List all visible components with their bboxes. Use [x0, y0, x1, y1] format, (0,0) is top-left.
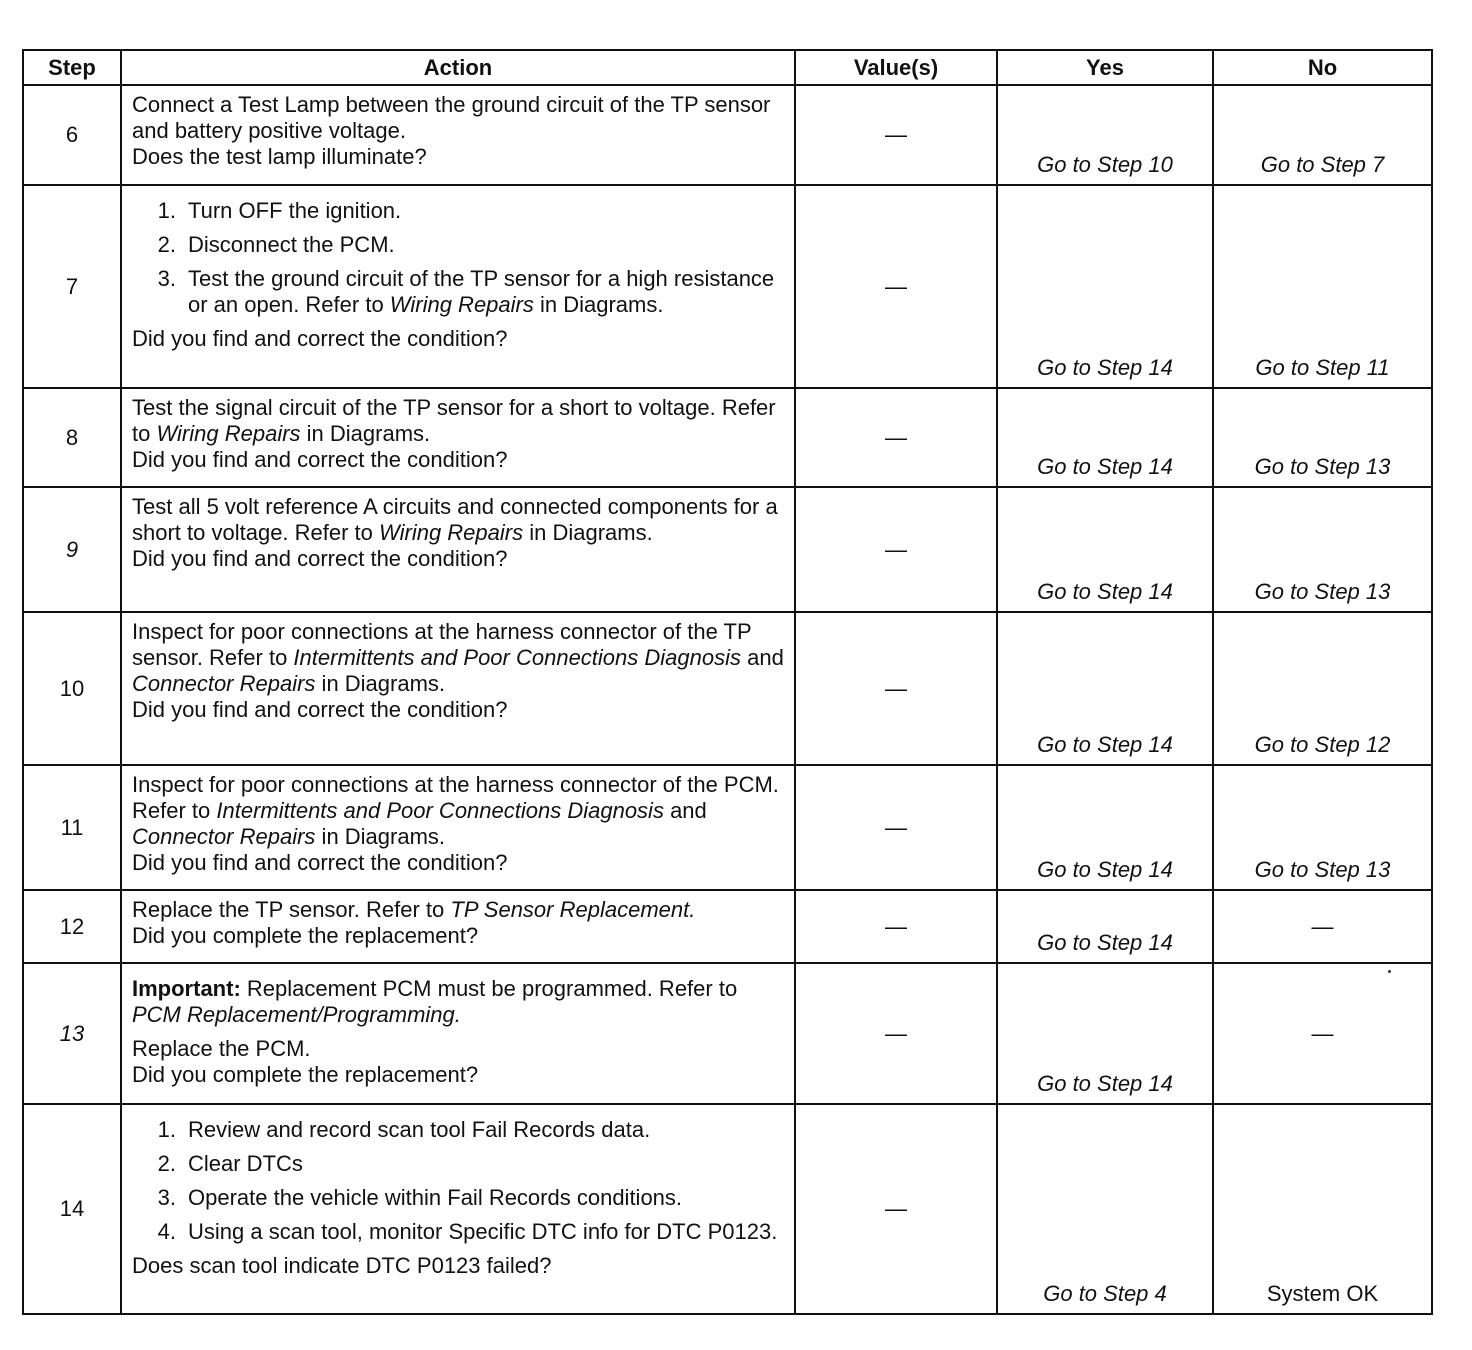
list-text: Clear DTCs [188, 1151, 303, 1176]
list-number: 4. [157, 1219, 176, 1244]
question-text: Does scan tool indicate DTC P0123 failed? [132, 1253, 552, 1278]
question-text: Did you find and correct the condition? [132, 447, 508, 472]
yes-cell: Go to Step 14 [997, 612, 1213, 765]
header-step: Step [23, 50, 121, 85]
reference-link: PCM Replacement/Programming. [132, 1002, 461, 1027]
list-item [132, 1185, 784, 1211]
value-cell: — [795, 388, 997, 487]
table-row [23, 1104, 1432, 1314]
step-number: 7 [23, 185, 121, 388]
yes-cell: Go to Step 14 [997, 185, 1213, 388]
list-item [132, 198, 784, 224]
no-cell: — [1213, 963, 1432, 1104]
list-item [132, 266, 784, 318]
reference-link: Wiring Repairs [156, 421, 301, 446]
diagnostic-table [22, 49, 1433, 1315]
action-text [132, 395, 784, 447]
action-list [132, 1117, 784, 1245]
table-row [23, 185, 1432, 388]
question-text: Did you complete the replacement? [132, 1062, 479, 1087]
value-cell: — [795, 612, 997, 765]
action-cell [121, 963, 795, 1104]
step-number: 6 [23, 85, 121, 185]
no-cell: Go to Step 7 [1213, 85, 1432, 185]
yes-cell: Go to Step 14 [997, 890, 1213, 963]
question-text: Did you find and correct the condition? [132, 546, 508, 571]
question-text: Did you find and correct the condition? [132, 697, 508, 722]
value-cell: — [795, 185, 997, 388]
action-text [132, 619, 784, 697]
reference-link: Connector Repairs [132, 671, 316, 696]
action-text [132, 494, 784, 546]
list-item [132, 1151, 784, 1177]
text-segment: Test the ground circuit of the TP sensor for a high resistance or an open. Refer to [188, 266, 775, 317]
no-cell: — [1213, 890, 1432, 963]
text-segment: in Diagrams. [523, 520, 653, 545]
question-text: Does the test lamp illuminate? [132, 144, 427, 169]
text-segment: Replacement PCM must be programmed. Refer to [240, 976, 738, 1001]
no-cell: Go to Step 13 [1213, 765, 1432, 890]
table-row [23, 388, 1432, 487]
action-text [132, 897, 784, 923]
value-cell: — [795, 1104, 997, 1314]
table-row [23, 963, 1432, 1104]
yes-cell: Go to Step 14 [997, 765, 1213, 890]
list-text: Turn OFF the ignition. [188, 198, 402, 223]
action-cell [121, 487, 795, 612]
scan-speck [1388, 970, 1391, 973]
action-cell [121, 765, 795, 890]
text-segment: Replace the TP sensor. Refer to [132, 897, 451, 922]
list-number: 1. [157, 198, 176, 223]
list-item [132, 1117, 784, 1143]
header-values: Value(s) [795, 50, 997, 85]
header-action: Action [121, 50, 795, 85]
yes-cell: Go to Step 10 [997, 85, 1213, 185]
text-segment: and [663, 798, 707, 823]
reference-link: Intermittents and Poor Connections Diagnosis [293, 645, 741, 670]
action-text: Replace the PCM. [132, 1036, 311, 1061]
question-text: Did you complete the replacement? [132, 923, 479, 948]
header-row [23, 50, 1432, 85]
text-segment: Inspect for poor connections at the harness connector of the PCM. Refer to [132, 772, 779, 823]
reference-link: Connector Repairs [132, 824, 316, 849]
action-list [132, 198, 784, 318]
list-text: Review and record scan tool Fail Records data. [188, 1117, 651, 1142]
list-item [132, 1219, 784, 1245]
action-text [132, 772, 784, 850]
no-cell: Go to Step 11 [1213, 185, 1432, 388]
action-cell [121, 612, 795, 765]
action-cell [121, 185, 795, 388]
reference-link: Wiring Repairs [379, 520, 524, 545]
step-number: 11 [23, 765, 121, 890]
question-text: Did you find and correct the condition? [132, 326, 508, 351]
step-number: 12 [23, 890, 121, 963]
list-text [188, 266, 784, 318]
list-number: 1. [157, 1117, 176, 1142]
text-segment: Inspect for poor connections at the harness connector of the TP sensor. Refer to [132, 619, 752, 670]
no-cell: Go to Step 12 [1213, 612, 1432, 765]
value-cell: — [795, 765, 997, 890]
step-number: 9 [23, 487, 121, 612]
list-number: 2. [157, 1151, 176, 1176]
text-segment: in Diagrams. [533, 292, 664, 317]
value-cell: — [795, 890, 997, 963]
text-segment: in Diagrams. [300, 421, 431, 446]
text-segment: Test all 5 volt reference A circuits and connected components for a short to voltage. Refer to [132, 494, 778, 545]
list-number: 3. [157, 266, 176, 291]
step-number: 13 [23, 963, 121, 1104]
text-segment: in Diagrams. [315, 671, 446, 696]
action-cell [121, 388, 795, 487]
table-row [23, 890, 1432, 963]
action-text: Connect a Test Lamp between the ground circuit of the TP sensor and battery positive voltage. [132, 92, 771, 143]
text-segment: and [741, 645, 784, 670]
no-cell: Go to Step 13 [1213, 487, 1432, 612]
yes-cell: Go to Step 14 [997, 487, 1213, 612]
no-cell: System OK [1213, 1104, 1432, 1314]
reference-link: TP Sensor Replacement. [450, 897, 696, 922]
no-cell: Go to Step 13 [1213, 388, 1432, 487]
list-number: 2. [157, 232, 176, 257]
header-yes: Yes [997, 50, 1213, 85]
step-number: 8 [23, 388, 121, 487]
action-cell [121, 1104, 795, 1314]
table-row [23, 487, 1432, 612]
reference-link: Intermittents and Poor Connections Diagnosis [216, 798, 664, 823]
table-row [23, 765, 1432, 890]
yes-cell: Go to Step 14 [997, 388, 1213, 487]
list-text: Disconnect the PCM. [188, 232, 395, 257]
step-number: 10 [23, 612, 121, 765]
text-segment: Test the signal circuit of the TP sensor for a short to voltage. Refer to [132, 395, 776, 446]
list-item [132, 232, 784, 258]
step-number: 14 [23, 1104, 121, 1314]
question-text: Did you find and correct the condition? [132, 850, 508, 875]
list-number: 3. [157, 1185, 176, 1210]
yes-cell: Go to Step 14 [997, 963, 1213, 1104]
table-row [23, 612, 1432, 765]
important-note [132, 976, 784, 1028]
action-cell [121, 85, 795, 185]
reference-link: Wiring Repairs [389, 292, 534, 317]
value-cell: — [795, 85, 997, 185]
list-text: Operate the vehicle within Fail Records conditions. [188, 1185, 683, 1210]
header-no: No [1213, 50, 1432, 85]
value-cell: — [795, 963, 997, 1104]
list-text: Using a scan tool, monitor Specific DTC info for DTC P0123. [188, 1219, 778, 1244]
important-label: Important: [132, 976, 241, 1001]
text-segment: in Diagrams. [315, 824, 446, 849]
value-cell: — [795, 487, 997, 612]
table-row [23, 85, 1432, 185]
yes-cell: Go to Step 4 [997, 1104, 1213, 1314]
action-cell [121, 890, 795, 963]
